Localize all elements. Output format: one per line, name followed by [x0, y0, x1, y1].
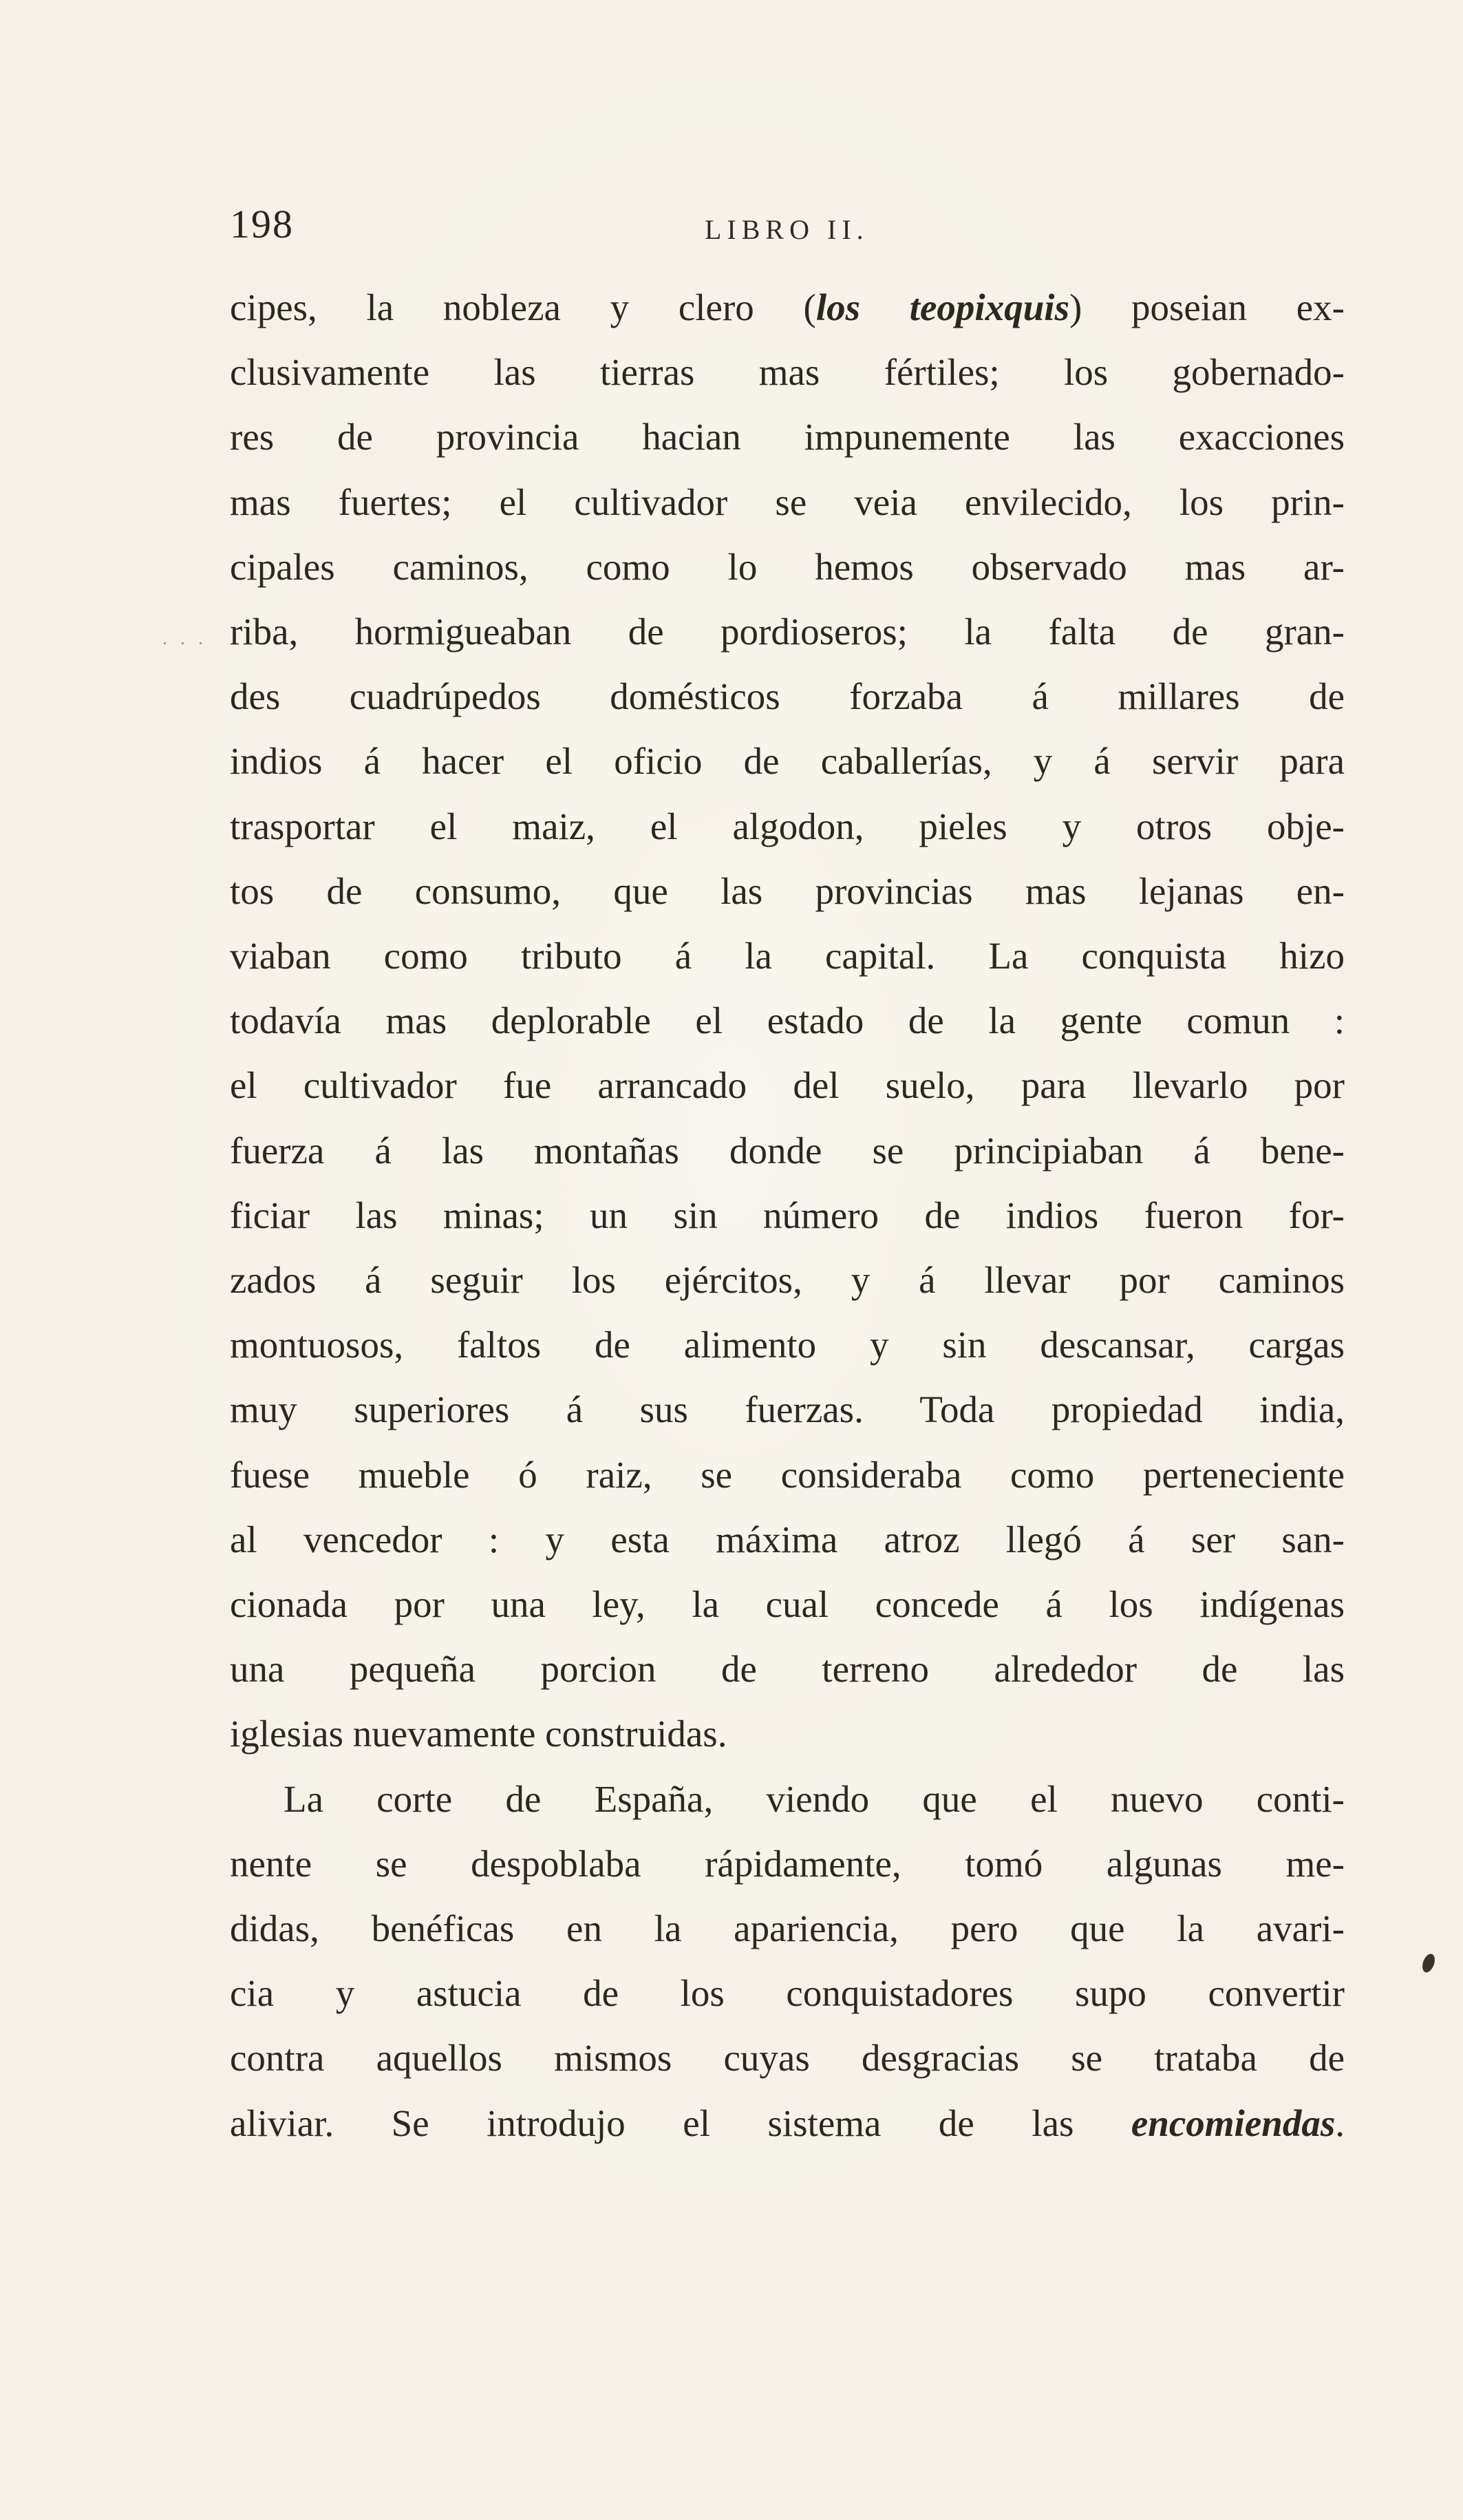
text-line: una pequeña porcion de terreno alrededor de las: [230, 1648, 1345, 1691]
text-line: fuese mueble ó raiz, se consideraba como perteneciente: [230, 1453, 1345, 1496]
text-line: zados á seguir los ejércitos, y á llevar por caminos: [230, 1259, 1345, 1302]
text-line: cia y astucia de los conquistadores supo convertir: [230, 1972, 1345, 2015]
page-number: 198: [230, 202, 294, 246]
ink-spot: [1420, 1952, 1438, 1974]
text-line: aliviar. Se introdujo el sistema de las encomiendas.: [230, 2101, 1345, 2144]
text-line: el cultivador fue arrancado del suelo, para llevarlo por: [230, 1064, 1345, 1107]
text-line: La corte de España, viendo que el nuevo conti-: [284, 1777, 1345, 1820]
text-line: clusivamente las tierras mas fértiles; los gobernado-: [230, 351, 1345, 394]
running-title: LIBRO II.: [705, 214, 869, 245]
text-line: todavía mas deplorable el estado de la gente comun :: [230, 999, 1345, 1042]
text-line: al vencedor : y esta máxima atroz llegó á ser san-: [230, 1518, 1345, 1560]
text-line: iglesias nuevamente construidas.: [230, 1713, 727, 1755]
text-line: tos de consumo, que las provincias mas lejanas en-: [230, 869, 1345, 912]
body-text: [230, 275, 1345, 2156]
text-line: mas fuertes; el cultivador se veia envilecido, los prin-: [230, 480, 1345, 523]
text-line: cionada por una ley, la cual concede á los indígenas: [230, 1583, 1345, 1626]
text-line: montuosos, faltos de alimento y sin descansar, cargas: [230, 1324, 1345, 1366]
margin-mark: . . .: [162, 628, 207, 649]
text-line: didas, benéficas en la apariencia, pero que la avari-: [230, 1907, 1345, 1950]
text-line: fuerza á las montañas donde se principiaban á bene-: [230, 1129, 1345, 1172]
text-line: des cuadrúpedos domésticos forzaba á millares de: [230, 675, 1345, 718]
text-line: muy superiores á sus fuerzas. Toda propiedad india,: [230, 1388, 1345, 1431]
text-line: indios á hacer el oficio de caballerías, y á servir para: [230, 740, 1345, 783]
text-line: trasportar el maiz, el algodon, pieles y otros obje-: [230, 805, 1345, 847]
text-line: viaban como tributo á la capital. La conquista hizo: [230, 935, 1345, 977]
text-line: res de provincia hacian impunemente las exacciones: [230, 416, 1345, 458]
text-line: cipales caminos, como lo hemos observado mas ar-: [230, 545, 1345, 588]
text-line: ficiar las minas; un sin número de indios fueron for-: [230, 1194, 1345, 1236]
text-line: nente se despoblaba rápidamente, tomó algunas me-: [230, 1842, 1345, 1885]
running-head: [230, 201, 1345, 263]
text-line: contra aquellos mismos cuyas desgracias se trataba de: [230, 2037, 1345, 2079]
text-line: cipes, la nobleza y clero (los teopixquis) poseian ex-: [230, 286, 1345, 328]
text-line: riba, hormigueaban de pordioseros; la falta de gran-: [230, 611, 1345, 653]
